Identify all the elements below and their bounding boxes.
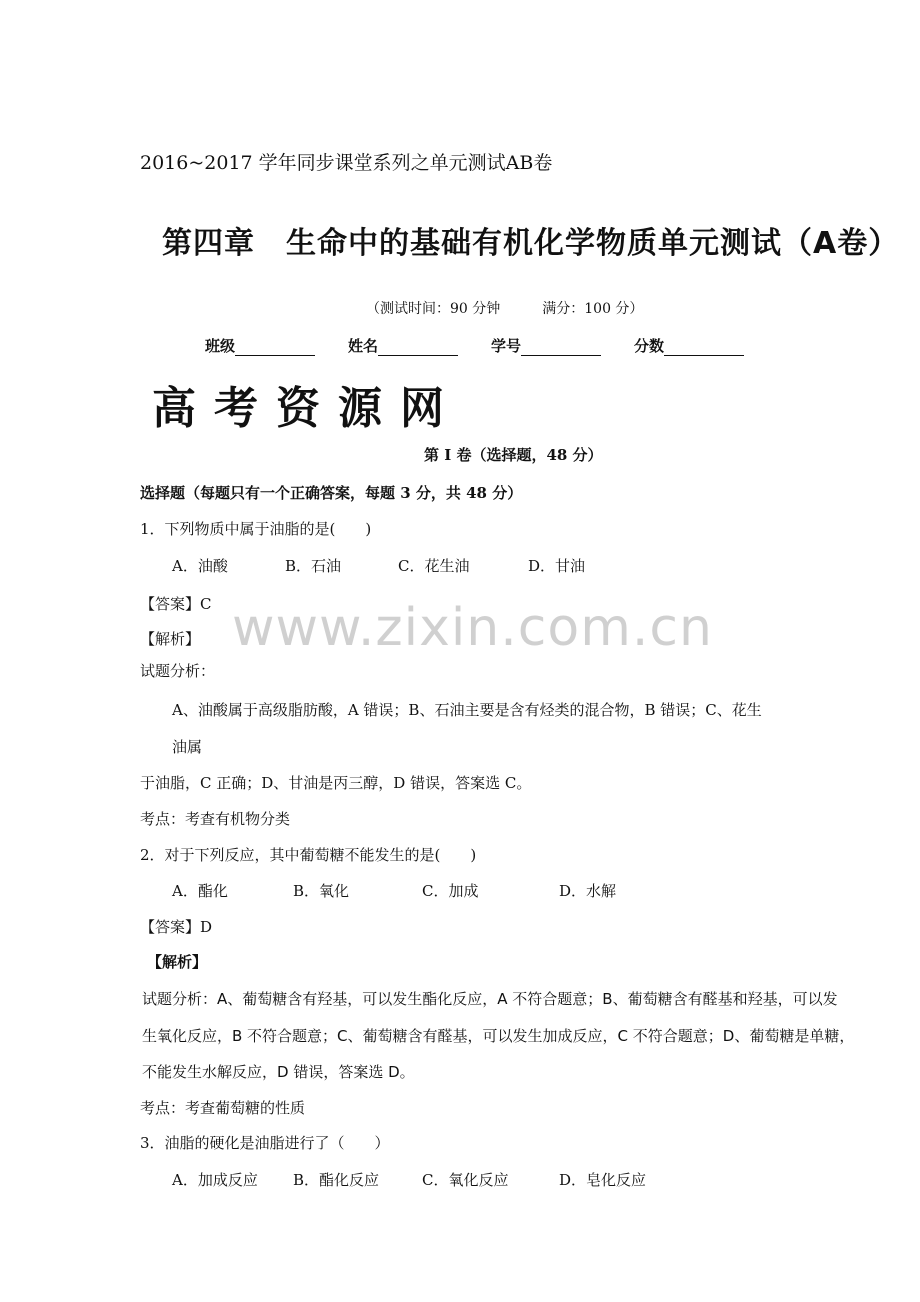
q1-analysis-intro: 试题分析：: [140, 662, 216, 680]
q2-stem: 2．对于下列反应，其中葡萄糖不能发生的是( ): [140, 846, 477, 864]
q3-option-d[interactable]: D．皂化反应: [559, 1171, 647, 1189]
time-info: （测试时间：90 分钟: [366, 301, 501, 317]
q1-option-a[interactable]: A．油酸: [172, 557, 228, 575]
score-blank[interactable]: [664, 339, 744, 356]
q2-options: [172, 880, 616, 901]
q2-analysis-line: 生氧化反应，B 不符合题意；C、葡萄糖含有醛基，可以发生加成反应，C 不符合题意；D、葡萄糖是单糖，: [142, 1027, 855, 1045]
q1-options: [172, 555, 585, 576]
q2-analysis-label: 【解析】: [147, 953, 208, 971]
q3-option-b[interactable]: B．酯化反应: [293, 1171, 380, 1189]
q1-stem: 1．下列物质中属于油脂的是( ): [140, 520, 372, 538]
score-field[interactable]: [634, 335, 744, 356]
q1-option-b[interactable]: B．石油: [285, 557, 342, 575]
watermark-url: www.zixin.com.cn: [232, 598, 713, 658]
name-field[interactable]: [348, 335, 458, 356]
section-instructions: 选择题（每题只有一个正确答案，每题 3 分，共 48 分）: [140, 484, 523, 502]
q1-analysis-label: 【解析】: [140, 630, 201, 648]
name-label: 姓名: [348, 337, 379, 355]
class-blank[interactable]: [235, 339, 315, 356]
score-label: 分数: [634, 337, 665, 355]
q3-option-a[interactable]: A．加成反应: [172, 1171, 258, 1189]
class-field[interactable]: [205, 335, 315, 356]
q1-analysis-line: A、油酸属于高级脂肪酸，A 错误；B、石油主要是含有烃类的混合物，B 错误；C、花生: [172, 701, 762, 719]
q1-option-d[interactable]: D．甘油: [528, 557, 586, 575]
q2-option-b[interactable]: B．氧化: [293, 882, 350, 900]
student-id-field[interactable]: [491, 335, 601, 356]
series-title: 2016~2017 学年同步课堂系列之单元测试AB卷: [140, 152, 553, 174]
q1-analysis-line: 油属: [172, 738, 203, 756]
q1-analysis-line: 于油脂，C 正确；D、甘油是丙三醇，D 错误，答案选 C。: [140, 774, 532, 792]
q2-option-a[interactable]: A．酯化: [172, 882, 228, 900]
watermark-logo-text: 高考资源网: [152, 383, 462, 434]
q3-option-c[interactable]: C．氧化反应: [422, 1171, 509, 1189]
q2-answer: 【答案】D: [140, 918, 213, 936]
test-info: [366, 298, 643, 318]
q1-answer: 【答案】C: [140, 595, 212, 613]
q2-analysis-line: 试题分析：A、葡萄糖含有羟基，可以发生酯化反应，A 不符合题意；B、葡萄糖含有醛基和羟基，可以发: [142, 990, 838, 1008]
q1-option-c[interactable]: C．花生油: [398, 557, 470, 575]
q3-options: [172, 1169, 646, 1190]
q3-stem: 3．油脂的硬化是油脂进行了（ ）: [140, 1134, 390, 1152]
chapter-title: 第四章 生命中的基础有机化学物质单元测试（A卷）: [162, 226, 900, 261]
section-title: 第 I 卷（选择题，48 分）: [424, 446, 603, 464]
class-label: 班级: [205, 337, 236, 355]
q2-analysis-line: 不能发生水解反应，D 错误，答案选 D。: [142, 1063, 415, 1081]
student-info-line: [205, 335, 777, 356]
q2-option-c[interactable]: C．加成: [422, 882, 479, 900]
student-id-label: 学号: [491, 337, 522, 355]
student-id-blank[interactable]: [521, 339, 601, 356]
q2-option-d[interactable]: D．水解: [559, 882, 617, 900]
name-blank[interactable]: [378, 339, 458, 356]
q2-point: 考点：考查葡萄糖的性质: [140, 1099, 306, 1117]
score-info: 满分：100 分）: [542, 301, 644, 317]
q1-point: 考点：考查有机物分类: [140, 810, 291, 828]
